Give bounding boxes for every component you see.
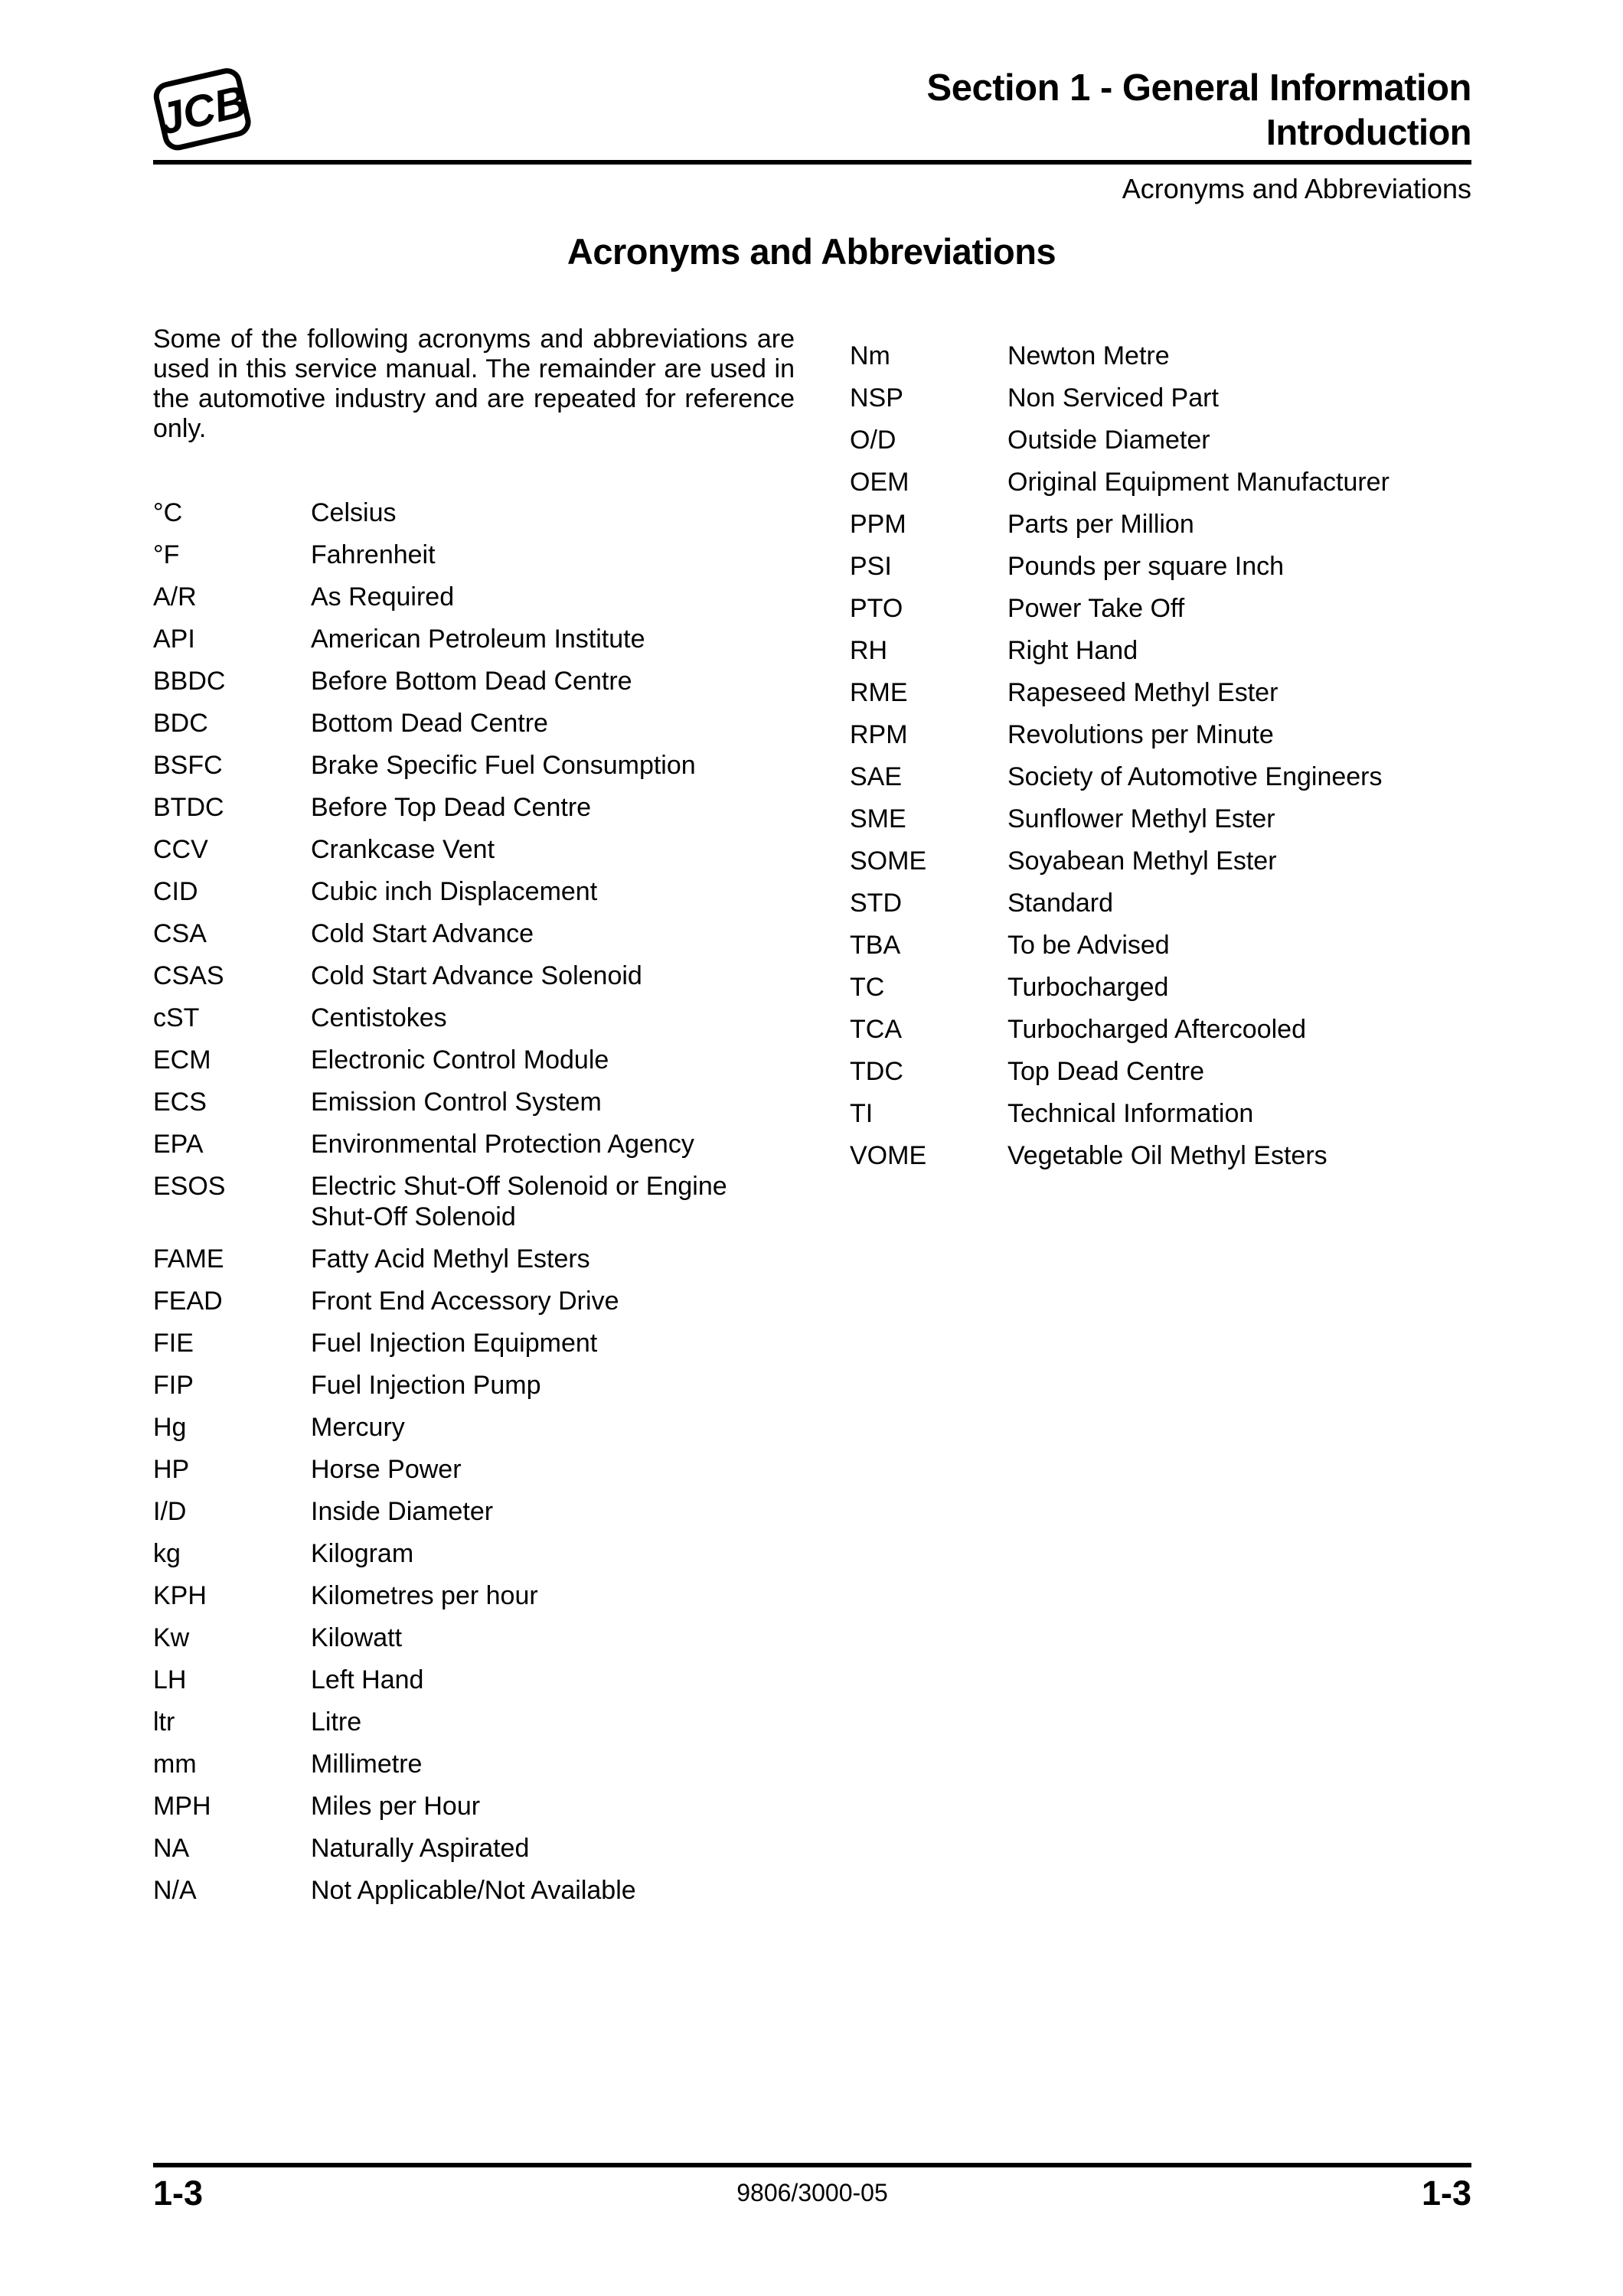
abbreviation-row <box>850 677 1471 708</box>
abbreviation-term: CID <box>153 877 198 906</box>
abbreviation-list-left <box>153 497 795 1906</box>
abbreviation-definition: Left Hand <box>311 1665 424 1694</box>
abbreviation-term: API <box>153 625 195 654</box>
abbreviation-definition: As Required <box>311 582 455 612</box>
abbreviation-row <box>153 1370 795 1401</box>
abbreviation-term: TDC <box>850 1057 903 1086</box>
abbreviation-definition: Vegetable Oil Methyl Esters <box>1007 1141 1327 1170</box>
abbreviation-definition: Right Hand <box>1007 636 1138 665</box>
abbreviation-term: PSI <box>850 552 892 581</box>
abbreviation-definition: Fahrenheit <box>311 540 436 569</box>
abbreviation-definition: To be Advised <box>1007 931 1170 960</box>
abbreviation-definition: Litre <box>311 1707 362 1737</box>
section-title: Section 1 - General Information <box>926 67 1471 109</box>
abbreviation-definition: Crankcase Vent <box>311 835 495 864</box>
abbreviation-definition: Front End Accessory Drive <box>311 1287 619 1316</box>
abbreviation-term: ESOS <box>153 1172 226 1201</box>
abbreviation-definition: Newton Metre <box>1007 341 1170 370</box>
abbreviation-definition: Non Serviced Part <box>1007 383 1219 413</box>
abbreviation-row <box>850 509 1471 540</box>
abbreviation-row <box>850 846 1471 876</box>
abbreviation-definition: Standard <box>1007 889 1113 918</box>
abbreviation-definition: Inside Diameter <box>311 1497 494 1526</box>
right-column <box>850 325 1471 1182</box>
abbreviation-row <box>153 1087 795 1117</box>
abbreviation-row <box>153 1665 795 1695</box>
abbreviation-row <box>153 1833 795 1864</box>
abbreviation-row <box>153 960 795 991</box>
abbreviation-term: Kw <box>153 1623 190 1652</box>
abbreviation-definition: Parts per Million <box>1007 510 1194 539</box>
abbreviation-term: PTO <box>850 594 903 623</box>
abbreviation-row <box>850 1014 1471 1045</box>
abbreviation-term: mm <box>153 1750 197 1779</box>
abbreviation-row <box>153 1538 795 1569</box>
abbreviation-term: SAE <box>850 762 903 791</box>
abbreviation-definition: Kilowatt <box>311 1623 403 1652</box>
abbreviation-definition: Revolutions per Minute <box>1007 720 1274 749</box>
abbreviation-definition: Turbocharged <box>1007 973 1169 1002</box>
abbreviation-row <box>850 1140 1471 1171</box>
abbreviation-term: Nm <box>850 341 890 370</box>
abbreviation-row <box>153 918 795 949</box>
footer-rule <box>153 2163 1471 2167</box>
abbreviation-row <box>850 930 1471 960</box>
left-column <box>153 325 795 1917</box>
abbreviation-term: ltr <box>153 1707 175 1737</box>
abbreviation-definition: Kilometres per hour <box>311 1581 538 1610</box>
abbreviation-row <box>850 467 1471 497</box>
abbreviation-definition: Electronic Control Module <box>311 1045 609 1075</box>
abbreviation-list-right <box>850 341 1471 1171</box>
abbreviation-definition: Sunflower Methyl Ester <box>1007 804 1275 833</box>
abbreviation-row <box>153 876 795 907</box>
abbreviation-definition: Fatty Acid Methyl Esters <box>311 1244 590 1274</box>
abbreviation-term: SOME <box>850 846 927 876</box>
footer-page-number-left: 1-3 <box>153 2174 204 2213</box>
abbreviation-term: RME <box>850 678 908 707</box>
abbreviation-row <box>153 1045 795 1075</box>
abbreviation-term: OEM <box>850 468 909 497</box>
abbreviation-row <box>153 666 795 696</box>
abbreviation-row <box>850 635 1471 666</box>
abbreviation-term: NSP <box>850 383 903 413</box>
content-columns <box>153 325 1471 1917</box>
abbreviation-term: BSFC <box>153 751 223 780</box>
subsection-title: Introduction <box>1265 112 1471 152</box>
abbreviation-term: CSAS <box>153 961 224 990</box>
jcb-logo <box>150 61 253 157</box>
abbreviation-definition: Kilogram <box>311 1539 414 1568</box>
abbreviation-term: cST <box>153 1003 200 1032</box>
abbreviation-definition: Society of Automotive Engineers <box>1007 762 1383 791</box>
abbreviation-row <box>153 1412 795 1443</box>
abbreviation-term: VOME <box>850 1141 927 1170</box>
abbreviation-definition: Miles per Hour <box>311 1792 481 1821</box>
abbreviation-term: KPH <box>153 1581 207 1610</box>
abbreviation-term: °C <box>153 498 183 527</box>
abbreviation-row <box>153 540 795 570</box>
abbreviation-term: TCA <box>850 1015 902 1044</box>
abbreviation-term: PPM <box>850 510 906 539</box>
abbreviation-row <box>850 972 1471 1003</box>
jcb-logo-text: JCB <box>153 76 252 145</box>
page-title: Acronyms and Abbreviations <box>567 231 1056 272</box>
abbreviation-term: N/A <box>153 1876 197 1905</box>
abbreviation-row <box>850 804 1471 834</box>
abbreviation-definition: Before Top Dead Centre <box>311 793 592 822</box>
abbreviation-term: FEAD <box>153 1287 223 1316</box>
abbreviation-term: TI <box>850 1099 874 1128</box>
abbreviation-row <box>153 1749 795 1779</box>
abbreviation-term: A/R <box>153 582 197 612</box>
abbreviation-term: ECS <box>153 1088 207 1117</box>
abbreviation-definition: Cold Start Advance <box>311 919 534 948</box>
abbreviation-row <box>153 1707 795 1737</box>
jcb-logo-icon <box>150 61 253 157</box>
abbreviation-term: TC <box>850 973 885 1002</box>
abbreviation-row <box>153 792 795 823</box>
abbreviation-definition: Emission Control System <box>311 1088 602 1117</box>
abbreviation-term: TBA <box>850 931 901 960</box>
abbreviation-term: NA <box>153 1834 190 1863</box>
abbreviation-row <box>850 1056 1471 1087</box>
abbreviation-row <box>153 1454 795 1485</box>
abbreviation-row <box>850 593 1471 624</box>
abbreviation-row <box>153 708 795 739</box>
abbreviation-definition: Power Take Off <box>1007 594 1185 623</box>
abbreviation-definition: Mercury <box>311 1413 405 1442</box>
abbreviation-term: O/D <box>850 426 896 455</box>
abbreviation-row <box>153 1171 795 1232</box>
abbreviation-definition: Centistokes <box>311 1003 447 1032</box>
abbreviation-definition: Soyabean Methyl Ester <box>1007 846 1277 876</box>
abbreviation-row <box>153 1623 795 1653</box>
abbreviation-term: BTDC <box>153 793 224 822</box>
abbreviation-term: HP <box>153 1455 190 1484</box>
abbreviation-definition: Top Dead Centre <box>1007 1057 1205 1086</box>
abbreviation-definition: Fuel Injection Pump <box>311 1371 541 1400</box>
abbreviation-definition: Brake Specific Fuel Consumption <box>311 751 696 780</box>
abbreviation-row <box>153 1286 795 1316</box>
abbreviation-term: MPH <box>153 1792 211 1821</box>
abbreviation-term: STD <box>850 889 902 918</box>
abbreviation-term: CSA <box>153 919 207 948</box>
abbreviation-definition: Millimetre <box>311 1750 423 1779</box>
abbreviation-row <box>153 497 795 528</box>
abbreviation-definition: Pounds per square Inch <box>1007 552 1285 581</box>
abbreviation-term: FIE <box>153 1329 194 1358</box>
abbreviation-row <box>153 1580 795 1611</box>
abbreviation-row <box>850 551 1471 582</box>
abbreviation-term: LH <box>153 1665 187 1694</box>
abbreviation-term: BBDC <box>153 667 226 696</box>
abbreviation-term: °F <box>153 540 180 569</box>
abbreviation-definition: Before Bottom Dead Centre <box>311 667 632 696</box>
footer-page-number-right: 1-3 <box>1421 2174 1471 2213</box>
abbreviation-row <box>153 1244 795 1274</box>
abbreviation-term: FIP <box>153 1371 194 1400</box>
abbreviation-definition: Not Applicable/Not Available <box>311 1876 636 1905</box>
abbreviation-definition: Turbocharged Aftercooled <box>1007 1015 1306 1044</box>
abbreviation-row <box>153 834 795 865</box>
abbreviation-definition: Bottom Dead Centre <box>311 709 548 738</box>
abbreviation-definition: Celsius <box>311 498 397 527</box>
footer <box>153 2174 1471 2213</box>
abbreviation-row <box>153 624 795 654</box>
abbreviation-row <box>153 1875 795 1906</box>
abbreviation-definition: Environmental Protection Agency <box>311 1130 694 1159</box>
abbreviation-term: EPA <box>153 1130 204 1159</box>
abbreviation-definition: Rapeseed Methyl Ester <box>1007 678 1278 707</box>
abbreviation-row <box>850 425 1471 455</box>
intro-paragraph: Some of the following acronyms and abbreviations are used in this service manual. The remainder are used in the automotive industry and are repeated for reference only. <box>153 325 795 443</box>
abbreviation-definition: American Petroleum Institute <box>311 625 645 654</box>
abbreviation-term: RH <box>850 636 888 665</box>
abbreviation-row <box>153 582 795 612</box>
abbreviation-term: CCV <box>153 835 208 864</box>
abbreviation-row <box>850 719 1471 750</box>
abbreviation-row <box>153 1496 795 1527</box>
abbreviation-row <box>153 1791 795 1821</box>
abbreviation-term: kg <box>153 1539 181 1568</box>
abbreviation-row <box>850 1098 1471 1129</box>
abbreviation-row <box>153 1003 795 1033</box>
abbreviation-row <box>153 1328 795 1358</box>
abbreviation-row <box>850 888 1471 918</box>
abbreviation-term: I/D <box>153 1497 187 1526</box>
abbreviation-definition: Technical Information <box>1007 1099 1254 1128</box>
abbreviation-term: RPM <box>850 720 908 749</box>
abbreviation-row <box>850 762 1471 792</box>
abbreviation-definition: Cubic inch Displacement <box>311 877 598 906</box>
abbreviation-row <box>153 1129 795 1159</box>
abbreviation-definition: Outside Diameter <box>1007 426 1210 455</box>
abbreviation-term: FAME <box>153 1244 224 1274</box>
abbreviation-term: BDC <box>153 709 208 738</box>
abbreviation-definition: Original Equipment Manufacturer <box>1007 468 1390 497</box>
abbreviation-definition: Horse Power <box>311 1455 462 1484</box>
abbreviation-row <box>850 341 1471 371</box>
abbreviation-definition: Naturally Aspirated <box>311 1834 530 1863</box>
header-topic: Acronyms and Abbreviations <box>1122 173 1471 204</box>
abbreviation-row <box>153 750 795 781</box>
abbreviation-term: Hg <box>153 1413 187 1442</box>
header-title-block <box>927 66 1471 155</box>
abbreviation-definition: Electric Shut-Off Solenoid or Engine Shut-Off Solenoid <box>311 1172 727 1231</box>
header-rule <box>153 160 1471 165</box>
abbreviation-definition: Fuel Injection Equipment <box>311 1329 598 1358</box>
footer-doc-number: 9806/3000-05 <box>736 2179 888 2206</box>
abbreviation-term: ECM <box>153 1045 211 1075</box>
abbreviation-term: SME <box>850 804 906 833</box>
abbreviation-row <box>850 383 1471 413</box>
abbreviation-definition: Cold Start Advance Solenoid <box>311 961 642 990</box>
